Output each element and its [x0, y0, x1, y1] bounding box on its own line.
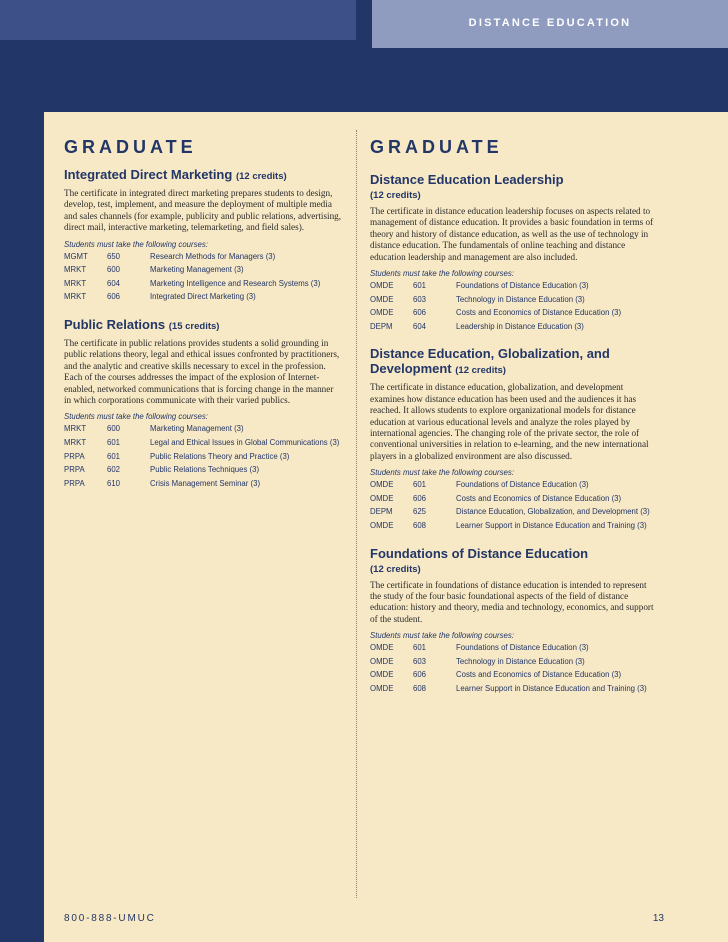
course-row: [64, 292, 342, 302]
section-credits: (12 credits): [370, 190, 421, 201]
section-title: Foundations of Distance Education: [370, 545, 589, 561]
course-name: Research Methods for Managers (3): [150, 251, 276, 261]
course-number: 603: [413, 294, 427, 304]
course-name: Distance Education, Globalization, and Development (3): [456, 507, 650, 517]
section-public-relations: [64, 317, 342, 489]
course-number: 606: [413, 493, 427, 503]
requirement-note: Students must take the following courses:: [370, 269, 514, 279]
course-row: [64, 279, 342, 289]
section-credits: (12 credits): [455, 365, 506, 377]
section-title-text: Public Relations: [64, 317, 166, 332]
section-distance-education-leadership: [370, 172, 654, 332]
course-name: Foundations of Distance Education (3): [456, 281, 589, 291]
section-title-text: Integrated Direct Marketing: [64, 167, 233, 182]
course-row: [370, 684, 654, 694]
right-heading: GRADUATE: [370, 137, 503, 157]
course-dept: OMDE: [370, 281, 394, 291]
column-divider: [356, 130, 357, 898]
course-name: Public Relations Techniques (3): [150, 465, 260, 475]
course-row: [64, 452, 342, 462]
section-integrated-direct-marketing: [64, 167, 342, 302]
course-number: 602: [107, 465, 121, 475]
course-dept: OMDE: [370, 670, 394, 680]
course-name: Technology in Distance Education (3): [456, 294, 585, 304]
course-number: 604: [107, 278, 121, 288]
course-dept: DEPM: [370, 321, 393, 331]
course-number: 650: [107, 251, 121, 261]
section-title: [64, 317, 342, 334]
course-dept: OMDE: [370, 656, 394, 666]
course-number: 625: [413, 507, 427, 517]
course-row: [64, 265, 342, 275]
course-row: [370, 643, 654, 653]
course-name: Learner Support in Distance Education and Training (3): [456, 684, 647, 694]
course-number: 606: [413, 670, 427, 680]
section-credits: (12 credits): [235, 171, 287, 182]
section-title-text: Distance Education, Globalization, and Development: [370, 346, 610, 377]
course-number: 610: [107, 478, 121, 488]
course-number: 601: [107, 438, 121, 448]
requirement-note: Students must take the following courses:: [64, 239, 208, 249]
left-heading: GRADUATE: [64, 137, 197, 157]
right-column: [370, 126, 654, 698]
course-dept: MRKT: [64, 424, 87, 434]
course-row: [64, 465, 342, 475]
course-number: 601: [107, 451, 121, 461]
course-number: 600: [107, 265, 121, 275]
course-dept: OMDE: [370, 493, 394, 503]
section-description: The certificate in distance education, globalization, and development examines how distance education has been used and the audiences it has reached. It allows students to explore organizational models for distance education at various educational levels and analyze the roles played by international agencies. The changing role of the private sector, the role of conventional universities in relation to e-learning, and the new international players in a globalized environment are also discussed.: [370, 382, 649, 461]
course-name: Learner Support in Distance Education and Training (3): [456, 521, 647, 531]
header-tab: [372, 0, 728, 48]
section-description: The certificate in foundations of distance education is intended to represent the study of the four basic foundational aspects of the field of distance education: history and theory, media and technology, economics, and support of the student.: [370, 579, 654, 624]
footer-phone: 800-888-UMUC: [64, 913, 156, 924]
requirement-note: Students must take the following courses:: [64, 412, 208, 422]
course-number: 601: [413, 281, 427, 291]
course-dept: MRKT: [64, 278, 87, 288]
course-name: Foundations of Distance Education (3): [456, 643, 589, 653]
course-number: 606: [413, 308, 427, 318]
course-number: 601: [413, 480, 427, 490]
course-name: Integrated Direct Marketing (3): [150, 292, 256, 302]
course-number: 608: [413, 521, 427, 531]
section-description: The certificate in integrated direct marketing prepares students to design, develop, test, implement, and measure the deployment of multiple media and sales channels (for example, publicity and public relations, advertising, direct mail, interactive marketing, telemarketing, and field sales).: [64, 188, 342, 233]
course-dept: OMDE: [370, 308, 394, 318]
course-row: [370, 281, 654, 291]
course-name: Technology in Distance Education (3): [456, 656, 585, 666]
course-number: 608: [413, 684, 427, 694]
course-dept: MRKT: [64, 292, 87, 302]
section-title: [64, 167, 342, 184]
course-row: [370, 295, 654, 305]
section-globalization-development: [370, 346, 654, 531]
course-name: Costs and Economics of Distance Education (3): [456, 308, 622, 318]
course-row: [370, 670, 654, 680]
course-dept: OMDE: [370, 294, 394, 304]
page-number: 13: [652, 913, 664, 924]
section-credits: (15 credits): [168, 321, 220, 332]
course-name: Costs and Economics of Distance Education (3): [456, 670, 622, 680]
course-name: Foundations of Distance Education (3): [456, 480, 589, 490]
section-foundations-distance-education: [370, 546, 654, 694]
course-number: 604: [413, 321, 427, 331]
section-description: The certificate in public relations provides students a solid grounding in public relations theory, legal and ethical issues confronted by practitioners, and the analytic and creative skills necessary to excel in the profession. Each of the courses addresses the impact of the explosion of Internet-enabled, networked communications that is forcing change in the manner in which corporations communicate with their varied publics.: [64, 338, 340, 406]
requirement-note: Students must take the following courses:: [370, 631, 514, 641]
course-dept: DEPM: [370, 507, 393, 517]
course-name: Crisis Management Seminar (3): [150, 478, 261, 488]
course-dept: PRPA: [64, 478, 85, 488]
course-number: 600: [107, 424, 121, 434]
course-row: [370, 322, 654, 332]
section-title: Distance Education Leadership: [370, 172, 564, 187]
course-name: Marketing Intelligence and Research Systems (3): [150, 278, 321, 288]
course-row: [64, 438, 342, 448]
section-description: The certificate in distance education leadership focuses on aspects related to management of distance education. It provides a basic foundation in terms of theory and history of distance education, as well as the use of technology in distance education. The fundamentals of online teaching and distance education leadership and management are also included.: [370, 206, 654, 262]
course-dept: PRPA: [64, 465, 85, 475]
course-dept: MRKT: [64, 265, 87, 275]
course-number: 603: [413, 656, 427, 666]
course-name: Costs and Economics of Distance Education (3): [456, 493, 622, 503]
course-dept: MGMT: [64, 251, 88, 261]
course-name: Public Relations Theory and Practice (3): [150, 451, 290, 461]
course-row: [64, 424, 342, 434]
section-credits: (12 credits): [370, 563, 421, 575]
course-number: 606: [107, 292, 121, 302]
course-number: 601: [413, 643, 427, 653]
course-row: [370, 308, 654, 318]
course-row: [370, 521, 654, 531]
course-dept: OMDE: [370, 480, 394, 490]
header-tab-label: DISTANCE EDUCATION: [468, 17, 632, 29]
course-dept: OMDE: [370, 521, 394, 531]
course-name: Marketing Management (3): [150, 265, 244, 275]
course-row: [370, 507, 654, 517]
course-row: [64, 252, 342, 262]
course-dept: OMDE: [370, 684, 394, 694]
course-dept: MRKT: [64, 438, 87, 448]
requirement-note: Students must take the following courses:: [370, 468, 514, 478]
course-dept: OMDE: [370, 643, 394, 653]
course-row: [370, 494, 654, 504]
header-tab-left: [0, 0, 356, 40]
course-name: Legal and Ethical Issues in Global Communications (3): [150, 438, 340, 448]
left-column: [64, 126, 342, 492]
course-row: [370, 480, 654, 490]
left-margin-band: [0, 112, 44, 942]
course-row: [64, 479, 342, 489]
course-dept: PRPA: [64, 451, 85, 461]
course-row: [370, 657, 654, 667]
course-name: Leadership in Distance Education (3): [456, 321, 584, 331]
course-name: Marketing Management (3): [150, 424, 244, 434]
section-title: [370, 346, 654, 378]
